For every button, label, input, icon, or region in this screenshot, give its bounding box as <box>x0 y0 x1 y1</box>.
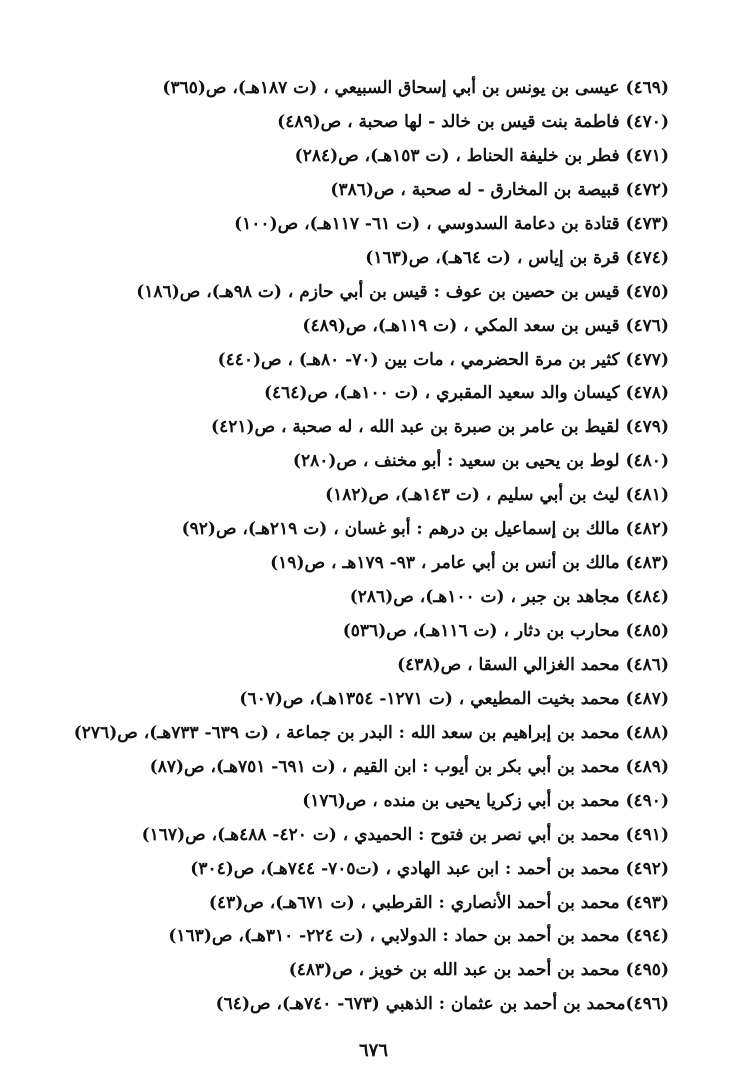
index-entry: (٤٧٢) قبيصة بن المخارق - له صحبة ، ص(٣٨٦) <box>330 179 669 200</box>
index-entry: (٤٨٨) محمد بن إبراهيم بن سعد الله : البدر بن جماعة ، (ت ٦٣٩- ٧٣٣هـ)، ص(٢٧٦) <box>73 722 669 743</box>
index-entry: (٤٨٦) محمد الغزالي السقا ، ص(٤٣٨) <box>397 654 669 675</box>
index-entry: (٤٩٠) محمد بن أبي زكريا يحيى بن منده ، ص(١٧٦) <box>302 790 669 811</box>
index-entry: (٤٧٥) قيس بن حصين بن عوف : قيس بن أبي حازم ، (ت ٩٨هـ)، ص(١٨٦) <box>136 281 669 302</box>
index-entry: (٤٧٤) قرة بن إياس ، (ت ٦٤هـ)، ص(١٦٣) <box>365 247 669 268</box>
index-entry: (٤٨٤) مجاهد بن جبر ، (ت ١٠٠هـ)، ص(٢٨٦) <box>349 587 669 608</box>
index-entry: (٤٩٢) محمد بن أحمد : ابن عبد الهادي ، (ت٧٠٥- ٧٤٤هـ)، ص(٣٠٤) <box>190 858 669 879</box>
index-entry: (٤٧٦) قيس بن سعد المكي ، (ت ١١٩هـ)، ص(٤٨٩) <box>302 315 669 336</box>
index-entry: (٤٨١) ليث بن أبي سليم ، (ت ١٤٣هـ)، ص(١٨٢) <box>325 485 669 506</box>
index-entry: (٤٧٣) قتادة بن دعامة السدوسي ، (ت ٦١- ١١٧هـ)، ص(١٠٠) <box>234 213 669 234</box>
index-entry: (٤٧١) فطر بن خليفة الحناط ، (ت ١٥٣هـ)، ص(٢٨٤) <box>294 145 669 166</box>
page-number: ٦٧٦ <box>358 1040 388 1061</box>
index-entry: (٤٨٠) لوط بن يحيى بن سعيد : أبو مخنف ، ص(٢٨٠) <box>292 451 669 472</box>
index-entry: (٤٨٣) مالك بن أنس بن أبي عامر ، ٩٣- ١٧٩هـ ، ص(١٩) <box>270 553 669 574</box>
index-entry: (٤٨٩) محمد بن أبي بكر بن أيوب : ابن القيم ، (ت ٦٩١- ٧٥١هـ)، ص(٨٧) <box>149 756 669 777</box>
biography-index-list <box>19 72 669 1022</box>
index-entry: (٤٧٩) لقيط بن عامر بن صبرة بن عبد الله ، له صحبة ، ص(٤٢١) <box>211 417 669 438</box>
index-entry: (٤٧٧) كثير بن مرة الحضرمي ، مات بين (٧٠- ٨٠هـ) ، ص(٤٤٠) <box>217 349 669 370</box>
index-entry: (٤٨٧) محمد بخيت المطيعي ، (ت ١٢٧١- ١٣٥٤هـ)، ص(٦٠٧) <box>239 688 669 709</box>
index-entry: (٤٩٣) محمد بن أحمد الأنصاري : القرطبي ، (ت ٦٧١هـ)، ص(٤٣) <box>208 892 669 913</box>
index-entry: (٤٧٨) كيسان والد سعيد المقبري ، (ت ١٠٠هـ)، ص(٤٦٤) <box>263 383 669 404</box>
index-entry: (٤٦٩) عيسى بن يونس بن أبي إسحاق السبيعي ، (ت ١٨٧هـ)، ص(٣٦٥) <box>162 78 669 98</box>
index-entry: (٤٩٥) محمد بن أحمد بن عبد الله بن خويز ، ص(٤٨٣) <box>288 960 669 981</box>
index-entry: (٤٨٢) مالك بن إسماعيل بن درهم : أبو غسان ، (ت ٢١٩هـ)، ص(٩٢) <box>181 519 669 540</box>
index-entry: (٤٩٦)محمد بن أحمد بن عثمان : الذهبي (٦٧٣- ٧٤٠هـ)، ص(٦٤) <box>215 994 669 1015</box>
index-entry: (٤٨٥) محارب بن دثار ، (ت ١١٦هـ)، ص(٥٣٦) <box>342 621 669 641</box>
index-entry: (٤٩١) محمد بن أبي نصر بن فتوح : الحميدي ، (ت ٤٢٠- ٤٨٨هـ)، ص(١٦٧) <box>141 824 669 845</box>
index-entry: (٤٧٠) فاطمة بنت قيس بن خالد - لها صحبة ، ص(٤٨٩) <box>277 111 669 132</box>
index-entry: (٤٩٤) محمد بن أحمد بن حماد : الدولابي ، (ت ٢٢٤- ٣١٠هـ)، ص(١٦٣) <box>168 926 669 947</box>
